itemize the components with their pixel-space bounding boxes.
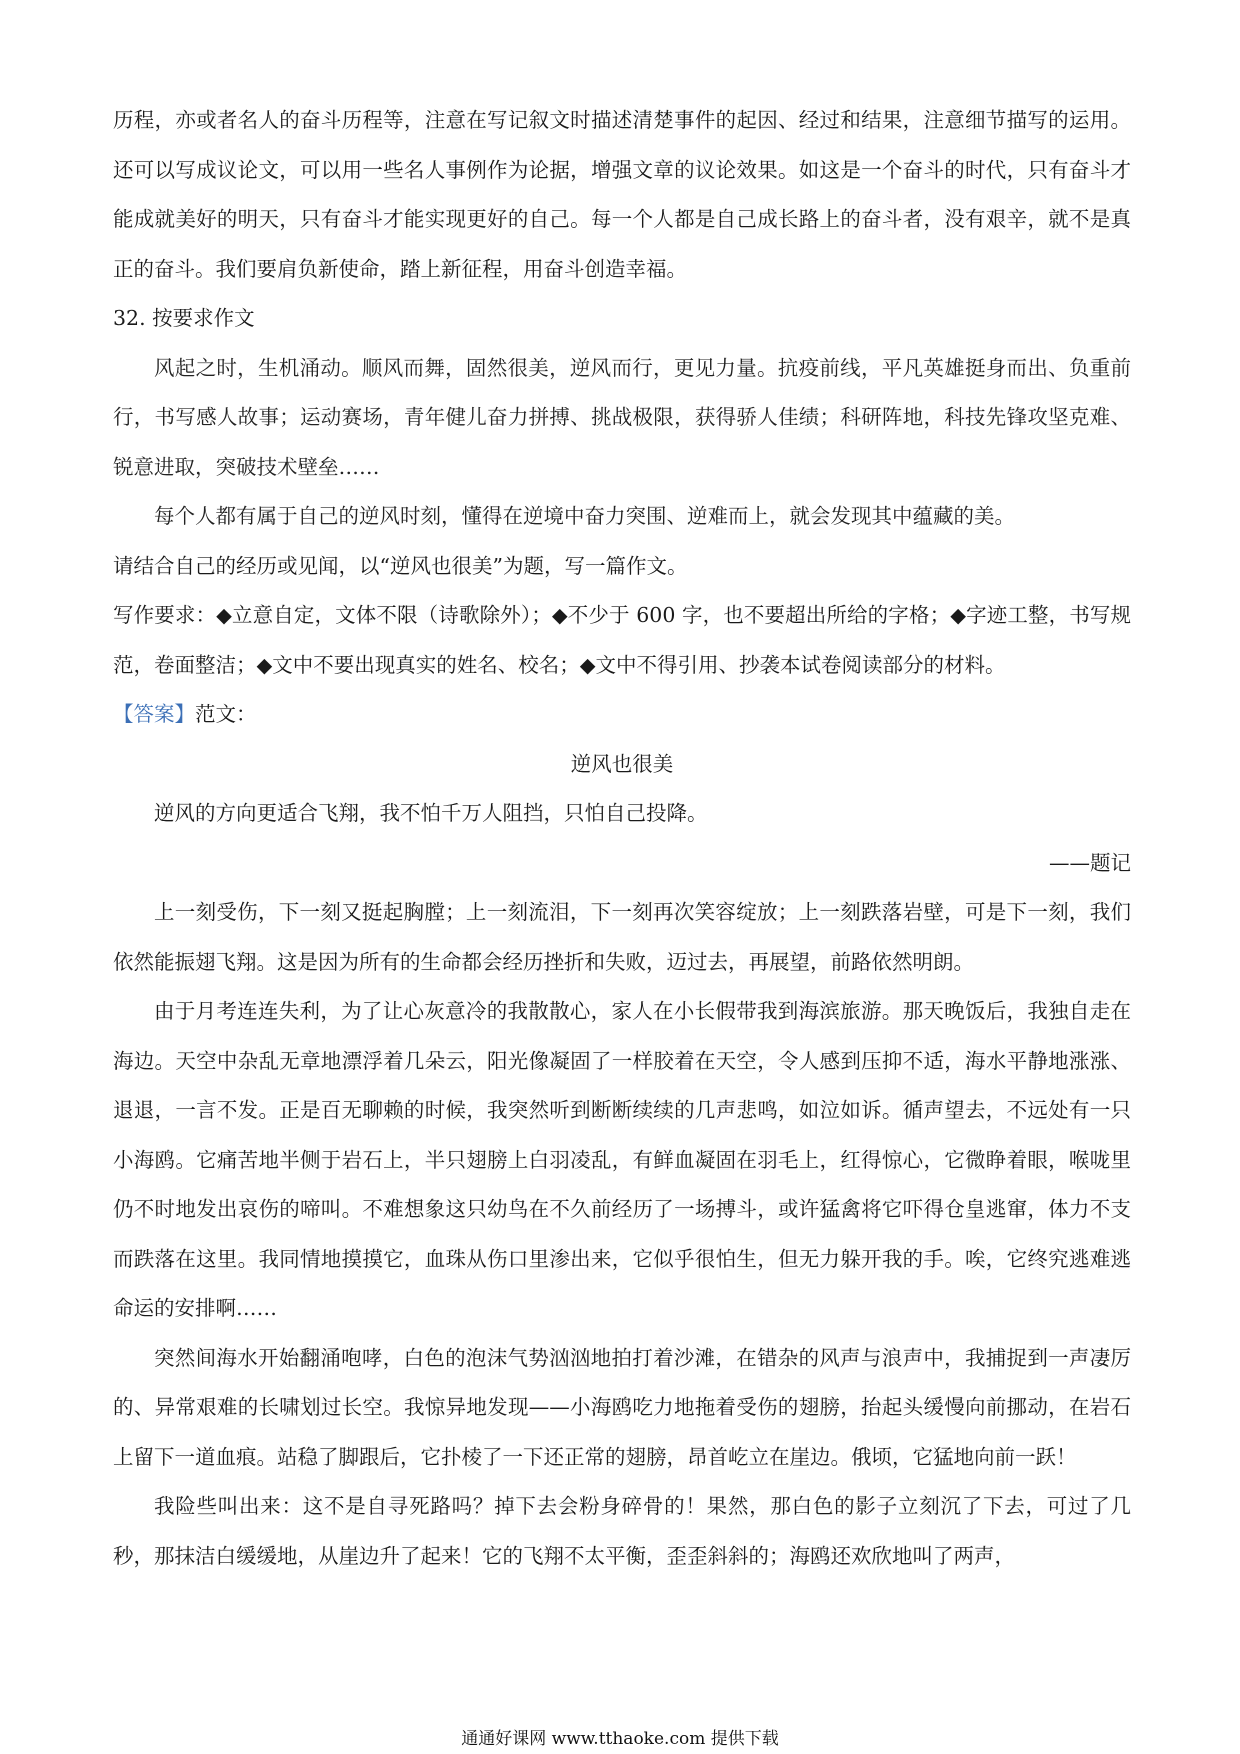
answer-label: 范文： bbox=[195, 702, 257, 726]
answer-line bbox=[113, 690, 1131, 740]
answer-tag: 【答案】 bbox=[113, 702, 195, 726]
essay-paragraph-2: 由于月考连连失利，为了让心灰意冷的我散散心，家人在小长假带我到海滨旅游。那天晚饭后，我独自走在海边。天空中杂乱无章地漂浮着几朵云，阳光像凝固了一样胶着在天空，令人感到压抑不适，海水平静地涨涨、退退，一言不发。正是百无聊赖的时候，我突然听到断断续续的几声悲鸣，如泣如诉。循声望去，不远处有一只小海鸥。它痛苦地半侧于岩石上，半只翅膀上白羽凌乱，有鲜血凝固在羽毛上，红得惊心，它微睁着眼，喉咙里仍不时地发出哀伤的啼叫。不难想象这只幼鸟在不久前经历了一场搏斗，或许猛禽将它吓得仓皇逃窜，体力不支而跌落在这里。我同情地摸摸它，血珠从伤口里渗出来，它似乎很怕生，但无力躲开我的手。唉，它终究逃难逃命运的安排啊…… bbox=[113, 999, 1131, 1320]
page-footer: 通通好课网 www.tthaoke.com 提供下载 bbox=[461, 1729, 779, 1749]
essay-paragraph-1: 上一刻受伤，下一刻又挺起胸膛；上一刻流泪，下一刻再次笑容绽放；上一刻跌落岩壁，可是下一刻，我们依然能振翅飞翔。这是因为所有的生命都会经历挫折和失败，迈过去，再展望，前路依然明朗。 bbox=[113, 900, 1131, 974]
essay-paragraph-4: 我险些叫出来：这不是自寻死路吗？掉下去会粉身碎骨的！果然，那白色的影子立刻沉了下去，可过了几秒，那抹洁白缓缓地，从崖边升了起来！它的飞翔不太平衡，歪歪斜斜的；海鸥还欢欣地叫了两声， bbox=[113, 1494, 1131, 1568]
epigraph-signature: ——题记 bbox=[1049, 850, 1131, 875]
epigraph: 逆风的方向更适合飞翔，我不怕千万人阻挡，只怕自己投降。 bbox=[154, 801, 708, 825]
prompt-paragraph-2: 每个人都有属于自己的逆风时刻，懂得在逆境中奋力突围、逆难而上，就会发现其中蕴藏的美。 bbox=[154, 504, 1015, 528]
document-page bbox=[113, 96, 1131, 1581]
instruction-paragraph: 请结合自己的经历或见闻，以“逆风也很美”为题，写一篇作文。 bbox=[113, 553, 688, 578]
essay-title: 逆风也很美 bbox=[570, 751, 674, 776]
essay-paragraph-3: 突然间海水开始翻涌咆哮，白色的泡沫气势汹汹地拍打着沙滩，在错杂的风声与浪声中，我捕捉到一声凄厉的、异常艰难的长啸划过长空。我惊异地发现——小海鸥吃力地拖着受伤的翅膀，抬起头缓慢向前挪动，在岩石上留下一道血痕。站稳了脚跟后，它扑棱了一下还正常的翅膀，昂首屹立在崖边。俄顷，它猛地向前一跃！ bbox=[113, 1345, 1131, 1469]
intro-paragraph: 历程，亦或者名人的奋斗历程等，注意在写记叙文时描述清楚事件的起因、经过和结果，注意细节描写的运用。还可以写成议论文，可以用一些名人事例作为论据，增强文章的议论效果。如这是一个奋斗的时代，只有奋斗才能成就美好的明天，只有奋斗才能实现更好的自己。每一个人都是自己成长路上的奋斗者，没有艰辛，就不是真正的奋斗。我们要肩负新使命，踏上新征程，用奋斗创造幸福。 bbox=[113, 108, 1131, 281]
requirements-paragraph: 写作要求：◆立意自定，文体不限（诗歌除外）；◆不少于 600 字，也不要超出所给的字格；◆字迹工整，书写规范，卷面整洁；◆文中不要出现真实的姓名、校名；◆文中不得引用、抄袭本试卷阅读部分的材料。 bbox=[113, 603, 1131, 677]
question-heading: 32. 按要求作文 bbox=[113, 306, 255, 330]
prompt-paragraph-1: 风起之时，生机涌动。顺风而舞，固然很美，逆风而行，更见力量。抗疫前线，平凡英雄挺身而出、负重前行，书写感人故事；运动赛场，青年健儿奋力拼搏、挑战极限，获得骄人佳绩；科研阵地，科技先锋攻坚克难、锐意进取，突破技术壁垒…… bbox=[113, 355, 1131, 479]
